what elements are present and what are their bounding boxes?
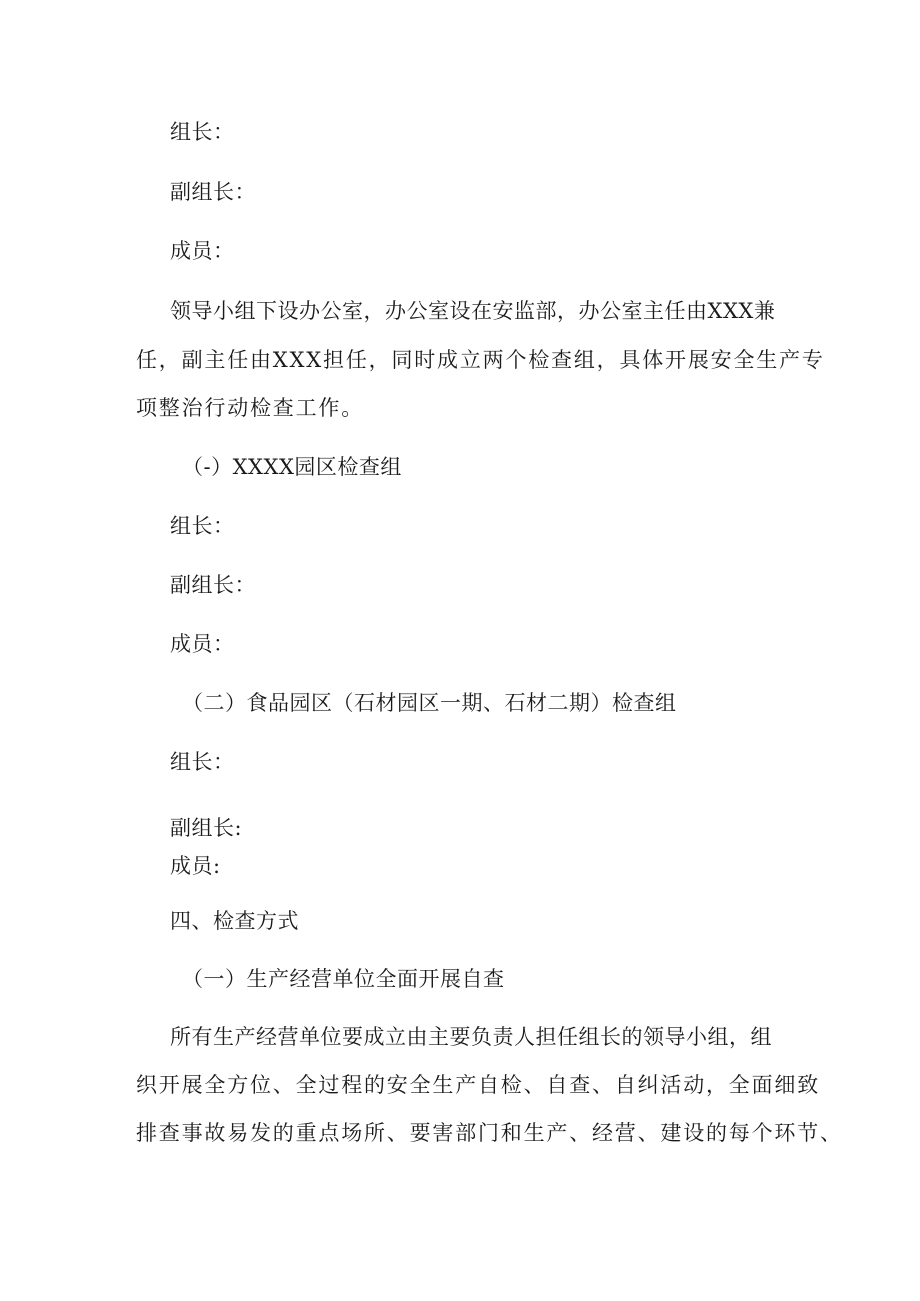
leader-label-2: 组长： xyxy=(170,514,235,538)
member-label-1: 成员： xyxy=(170,239,235,263)
member-label-2: 成员： xyxy=(170,632,235,656)
paragraph-self-inspection-line-2: 织开展全方位、全过程的安全生产自检、自查、自纠活动，全面细致 xyxy=(136,1073,820,1097)
deputy-leader-label-1: 副组长： xyxy=(170,180,256,204)
paragraph-self-inspection-line-1: 所有生产经营单位要成立由主要负责人担任组长的领导小组，组 xyxy=(170,1025,772,1049)
subsection-heading-self-inspection: （一）生产经营单位全面开展自查 xyxy=(182,967,505,991)
leader-label-1: 组长： xyxy=(170,120,235,144)
deputy-leader-label-2: 副组长： xyxy=(170,573,256,597)
section-heading-inspection-method: 四、检查方式 xyxy=(170,909,299,933)
paragraph-office-line-3: 项整治行动检查工作。 xyxy=(136,396,364,420)
paragraph-self-inspection-line-3: 排查事故易发的重点场所、要害部门和生产、经营、建设的每个环节、 xyxy=(136,1121,843,1145)
paragraph-office-line-1: 领导小组下设办公室，办公室设在安监部，办公室主任由XXX兼 xyxy=(170,299,776,323)
member-label-3: 成员: xyxy=(170,854,221,878)
section-heading-xxxx-park: （-）XXXX园区检查组 xyxy=(182,455,402,479)
section-heading-food-park: （二）食品园区（石材园区一期、石材二期）检查组 xyxy=(182,691,677,715)
deputy-leader-label-3: 副组长: xyxy=(170,816,243,840)
leader-label-3: 组长： xyxy=(170,750,235,774)
paragraph-office-line-2: 任，副主任由XXX担任，同时成立两个检查组，具体开展安全生产专 xyxy=(136,348,825,372)
